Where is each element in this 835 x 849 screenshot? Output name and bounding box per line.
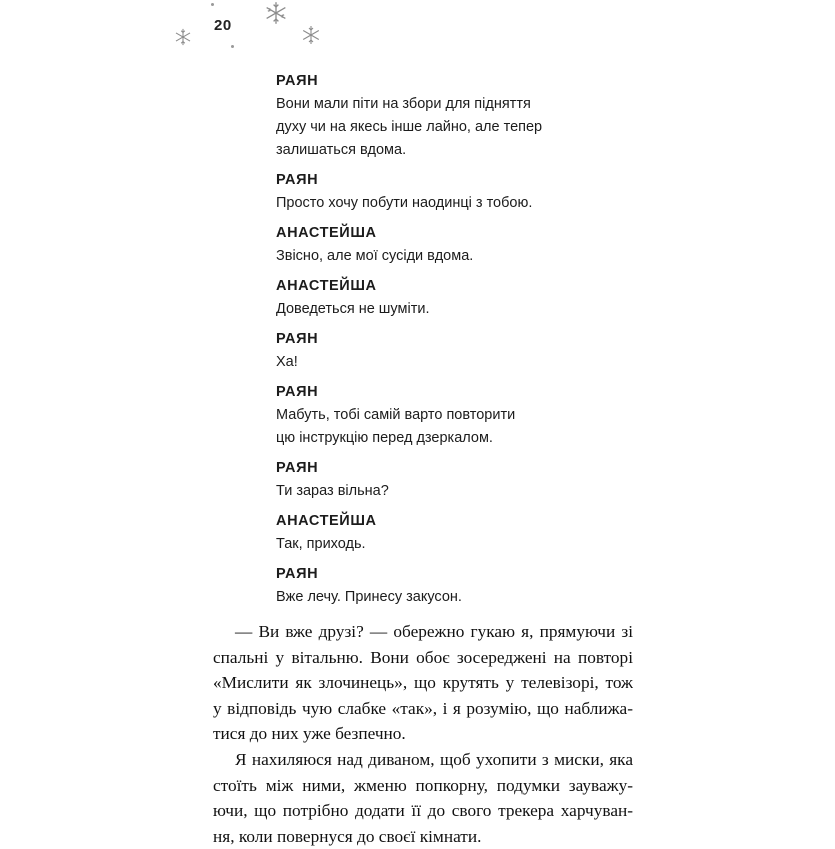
speaker-name: РАЯН: [276, 384, 319, 400]
prose-paragraph: [213, 747, 633, 849]
message-line: Мабуть, тобі самій варто повторити: [276, 407, 516, 423]
prose-body: [213, 619, 633, 849]
message-line: Ти зараз вільна?: [276, 483, 389, 499]
message-line: Доведеться не шуміти.: [276, 301, 430, 317]
prose-line: у відповідь чую слабке «так», і я розумію, що наближа-: [213, 698, 633, 718]
speaker-name: АНАСТЕЙША: [276, 225, 377, 241]
chat-message: [276, 381, 636, 450]
chat-message: [276, 563, 636, 609]
chat-message: [276, 275, 636, 321]
snowflake-icon: [264, 1, 288, 25]
message-line: цю інструкцію перед дзеркалом.: [276, 430, 493, 446]
chat-message: [276, 222, 636, 268]
speaker-name: РАЯН: [276, 460, 319, 476]
page-number: 20: [214, 17, 232, 34]
prose-line: спальні у вітальню. Вони обоє зосереджені на повторі: [213, 647, 633, 667]
message-line: духу чи на якесь інше лайно, але тепер: [276, 119, 543, 135]
snowflake-icon: [174, 28, 192, 46]
speaker-name: АНАСТЕЙША: [276, 513, 377, 529]
chat-message: [276, 328, 636, 374]
speaker-name: РАЯН: [276, 73, 319, 89]
prose-line: Я нахиляюся над диваном, щоб ухопити з миски, яка: [235, 749, 633, 769]
chat-message: [276, 510, 636, 556]
speaker-name: РАЯН: [276, 566, 319, 582]
snowflake-icon: [301, 25, 321, 45]
prose-line: тися до них уже безпечно.: [213, 724, 406, 744]
chat-message: [276, 169, 636, 215]
message-line: залишаться вдома.: [276, 142, 407, 158]
message-line: Ха!: [276, 354, 298, 370]
chat-message: [276, 70, 636, 162]
prose-line: ня, коли повернуся до своєї кімнати.: [213, 826, 482, 846]
chat-transcript: [276, 70, 636, 616]
message-line: Звісно, але мої сусіди вдома.: [276, 248, 474, 264]
message-line: Вже лечу. Принесу закусон.: [276, 589, 462, 605]
snow-dot: [211, 3, 214, 6]
prose-line: стоїть між ними, жменю попкорну, подумки зауважу-: [213, 775, 633, 795]
speaker-name: РАЯН: [276, 331, 319, 347]
speaker-name: РАЯН: [276, 172, 319, 188]
prose-line: «Мислити як злочинець», що крутять у телевізорі, тож: [213, 673, 633, 693]
chat-message: [276, 457, 636, 503]
speaker-name: АНАСТЕЙША: [276, 278, 377, 294]
message-line: Просто хочу побути наодинці з тобою.: [276, 195, 533, 211]
prose-paragraph: [213, 619, 633, 747]
message-line: Вони мали піти на збори для підняття: [276, 96, 531, 112]
prose-line: — Ви вже друзі? — обережно гукаю я, прямуючи зі: [235, 622, 633, 641]
prose-line: ючи, що потрібно додати її до свого трекера харчуван-: [213, 801, 633, 821]
message-line: Так, приходь.: [276, 536, 366, 552]
snow-dot: [231, 45, 234, 48]
